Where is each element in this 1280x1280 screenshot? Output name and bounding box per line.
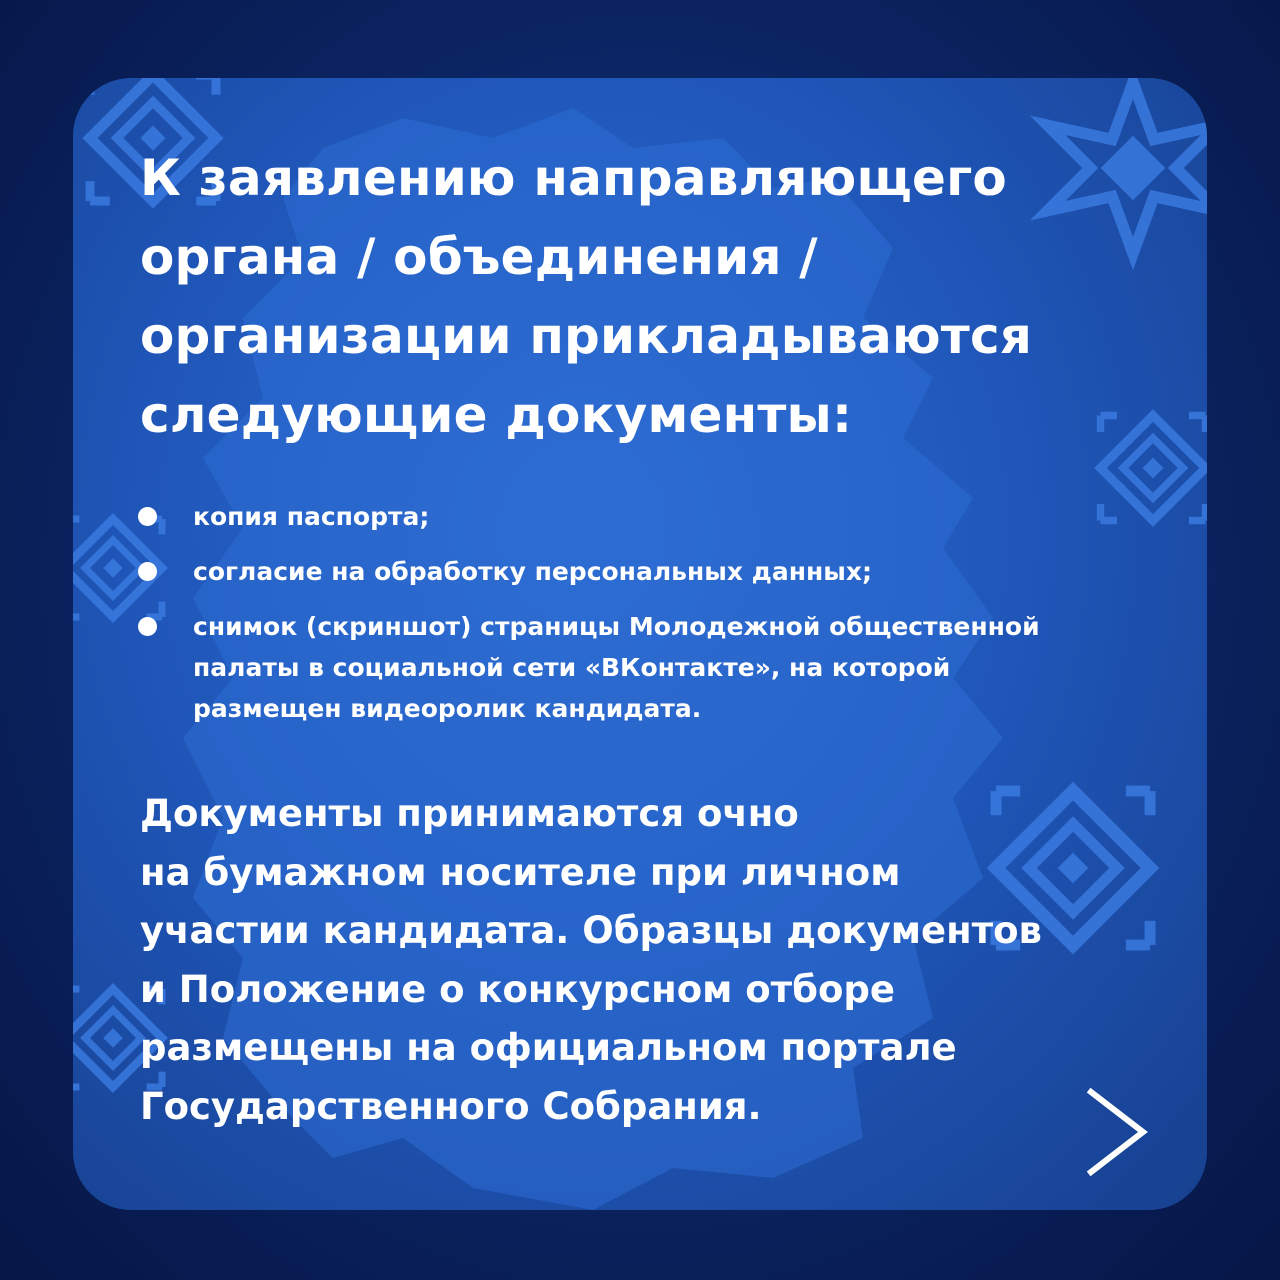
list-item-text: палаты в социальной сети «ВКонтакте», на которой <box>193 653 951 682</box>
card-title <box>140 139 1140 455</box>
list-item <box>133 606 1173 729</box>
list-item <box>133 551 1173 592</box>
list-item-text: снимок (скриншот) страницы Молодежной общественной <box>193 612 1040 641</box>
note-line: участии кандидата. Образцы документов <box>140 909 1042 952</box>
note-line: Документы принимаются очно <box>140 792 799 835</box>
bullet-icon <box>138 562 157 581</box>
note-line: размещены на официальном портале <box>140 1026 957 1069</box>
info-card <box>73 78 1207 1210</box>
list-item <box>133 496 1173 537</box>
submission-note <box>140 785 1160 1136</box>
bullet-icon <box>138 617 157 636</box>
note-line: Государственного Собрания. <box>140 1084 762 1128</box>
title-line: организации прикладываются <box>140 307 1033 365</box>
title-line: следующие документы: <box>140 386 853 444</box>
note-line: на бумажном носителе при личном <box>140 850 901 894</box>
documents-list <box>133 496 1173 729</box>
card-content <box>73 78 1207 1210</box>
next-button[interactable] <box>1081 1082 1161 1182</box>
list-item-text: копия паспорта; <box>193 502 430 531</box>
title-line: К заявлению направляющего <box>140 149 1007 207</box>
title-line: органа / объединения / <box>140 228 818 286</box>
list-item-text: размещен видеоролик кандидата. <box>193 694 702 723</box>
list-item-text: согласие на обработку персональных данных; <box>193 557 872 586</box>
note-line: и Положение о конкурсном отборе <box>140 967 895 1011</box>
chevron-right-icon <box>1081 1082 1161 1182</box>
bullet-icon <box>138 507 157 526</box>
